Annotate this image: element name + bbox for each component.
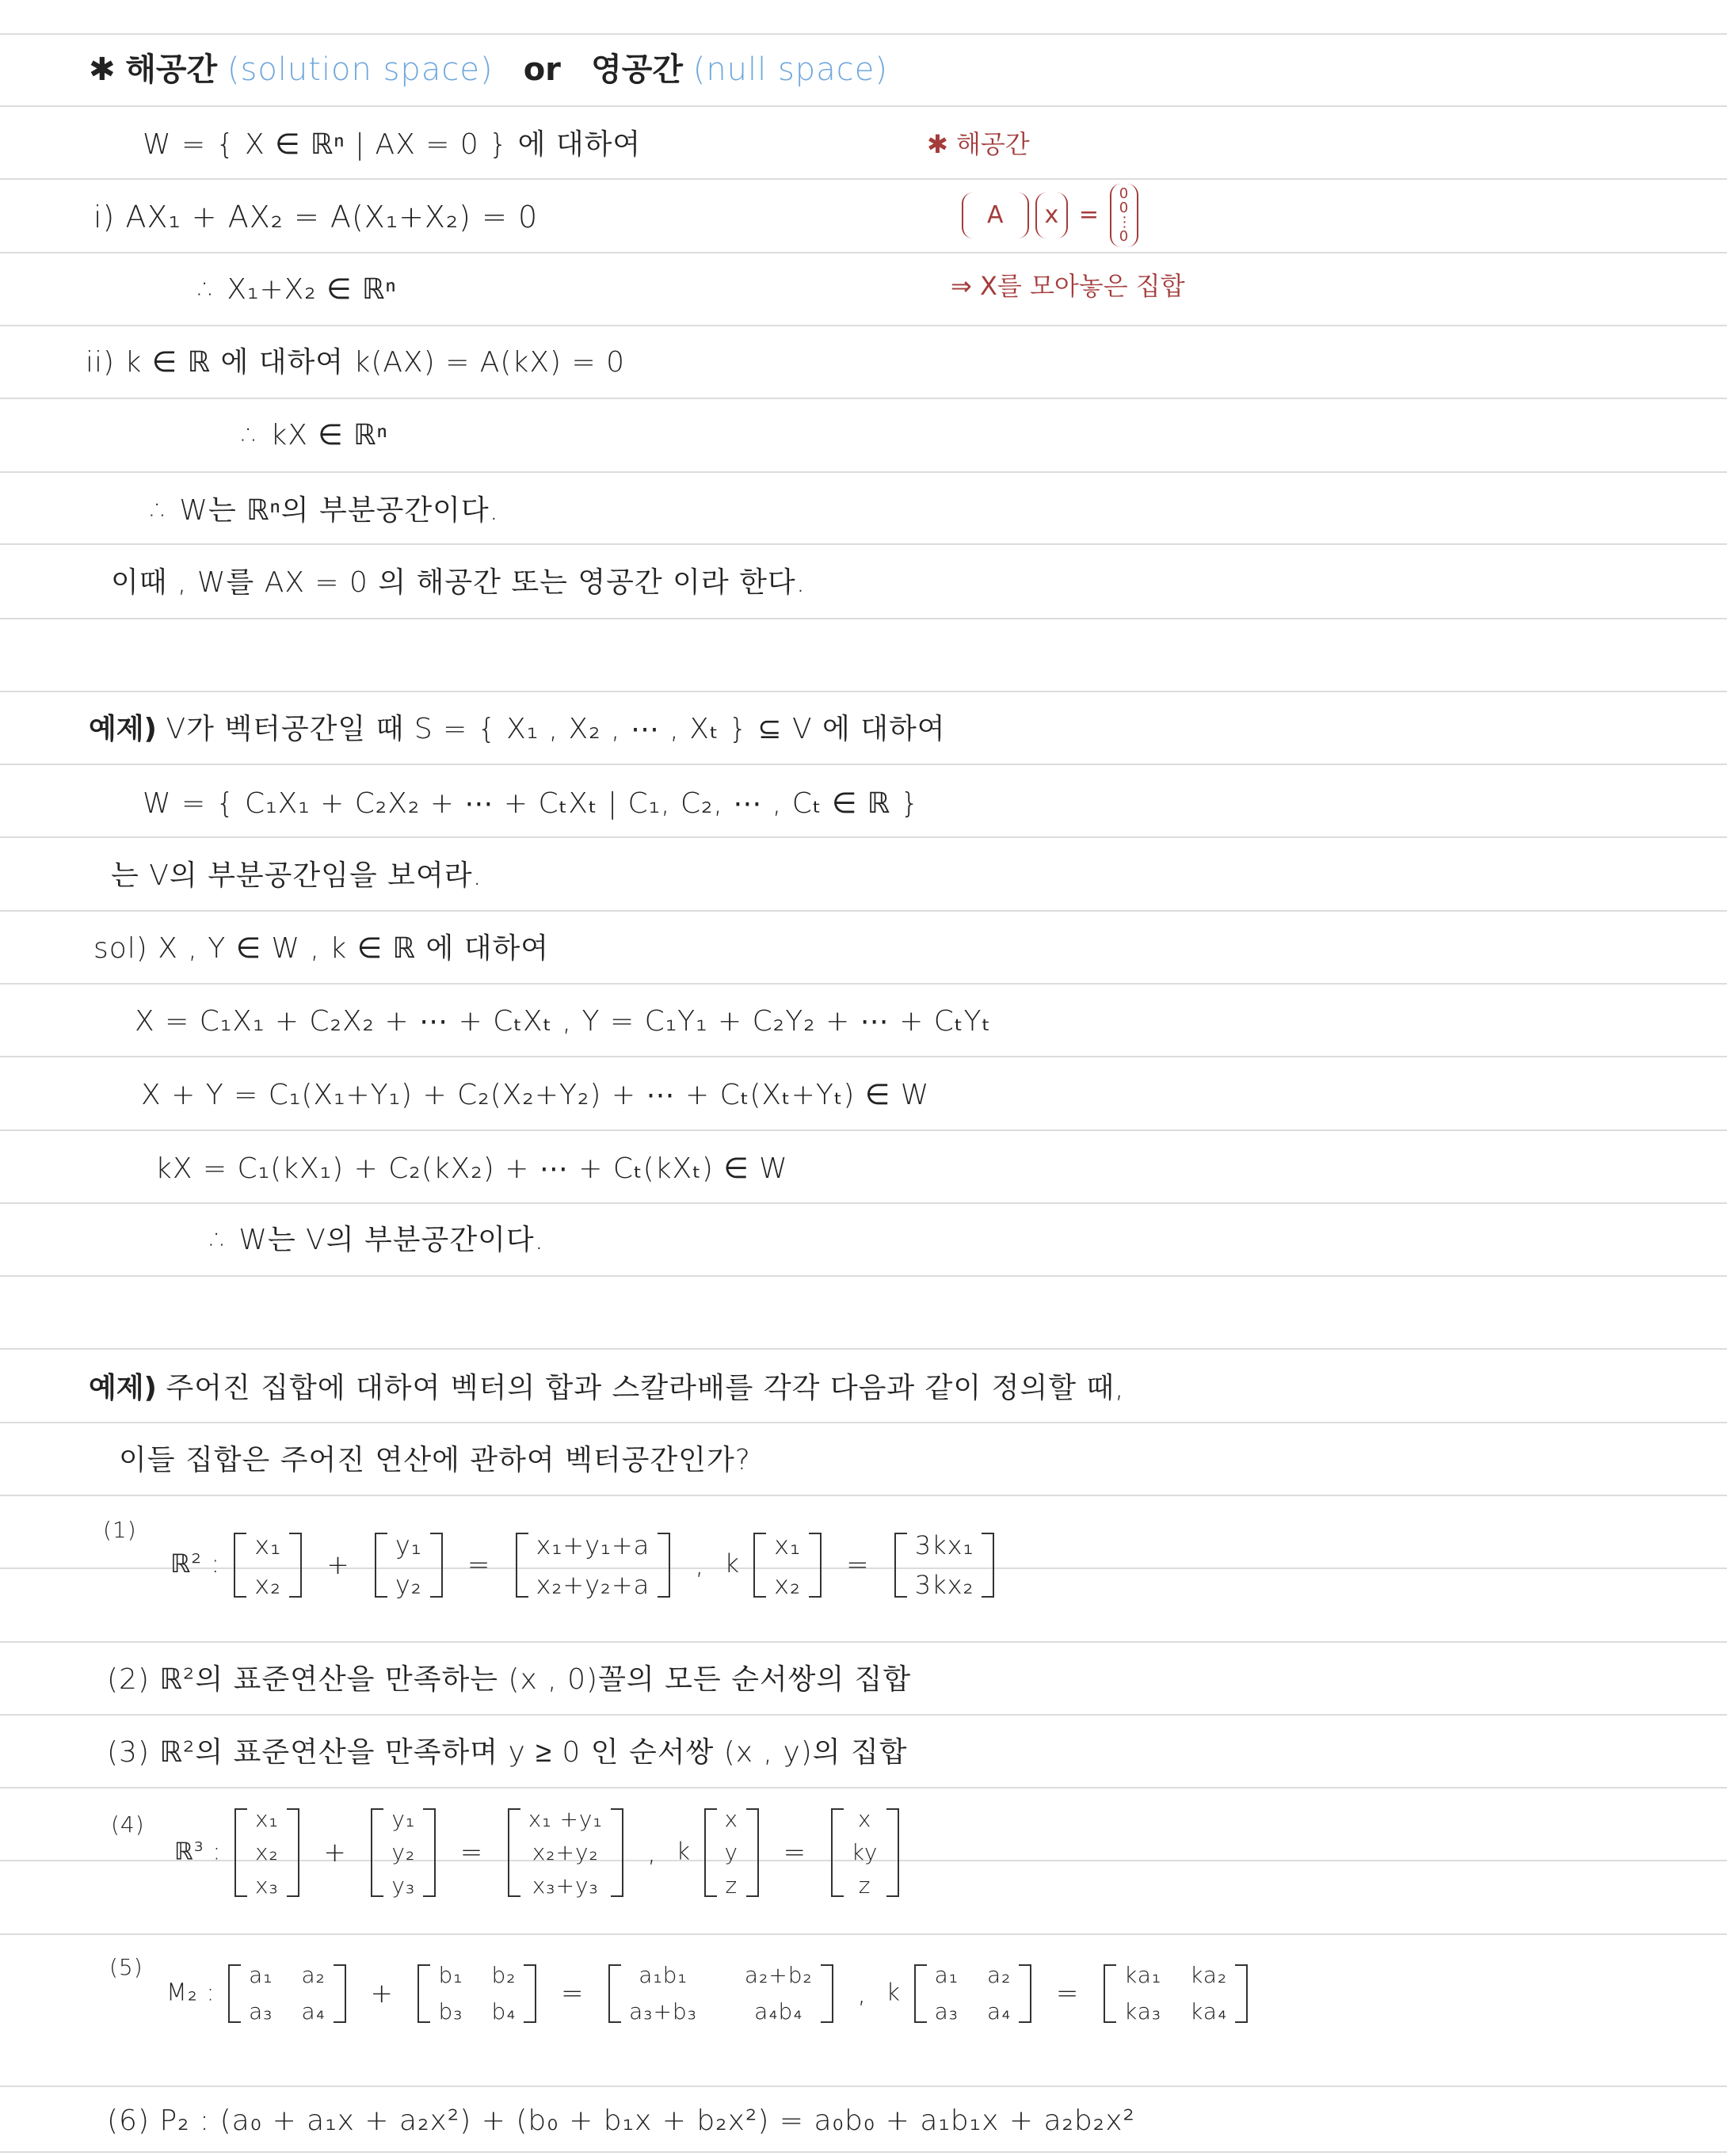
problem5-matrix-sum [608, 1964, 833, 2023]
solution-conclusion: ∴ W는 V의 부분공간이다. [210, 1224, 545, 1256]
matrix-cell: ka₃ [1123, 1998, 1162, 2025]
problem1-matrix-sum [516, 1530, 671, 1600]
solution-sum: X + Y = C₁(X₁+Y₁) + C₂(X₂+Y₂) + ⋯ + Cₜ(Xₜ+Yₜ) ∈ W [141, 1079, 930, 1111]
matrix-cell: ka₄ [1190, 1998, 1228, 2025]
side-note-arrow-text: ⇒ X를 모아놓은 집합 [951, 271, 1185, 301]
subspace-conclusion: ∴ W는 ℝⁿ의 부분공간이다. [151, 494, 500, 527]
matrix-cell: x₁ [774, 1530, 801, 1560]
matrix-cell: x₂+y₂ [532, 1839, 599, 1865]
matrix-cell: x₁+y₁+a [536, 1530, 650, 1560]
section-heading [89, 51, 888, 88]
problem4-matrix-sum [508, 1808, 623, 1897]
problem5-matrix-kx [914, 1964, 1032, 2023]
example1-statement: V가 벡터공간일 때 S = { X₁ , X₂ , ⋯ , Xₜ } ⊆ V 에 대하여 [166, 713, 946, 745]
def-line: W = { X ∈ ℝⁿ | AX = 0 } 에 대하여 [143, 128, 642, 161]
matrix-cell: x [857, 1806, 872, 1832]
problem5-matrix-b [417, 1964, 536, 2023]
problem1-matrix-y [375, 1530, 443, 1600]
matrix-cell: x₁ [254, 1530, 282, 1560]
problem5-set: M₂ : [166, 1979, 215, 2007]
matrix-cell: ka₁ [1123, 1962, 1162, 1988]
matrix-cell: a₄b₄ [754, 1998, 803, 2025]
proof-ii-conclusion: ∴ kX ∈ ℝⁿ [242, 419, 388, 451]
example1-set-w: W = { C₁X₁ + C₂X₂ + ⋯ + CₜXₜ | C₁, C₂, ⋯ , Cₜ ∈ ℝ } [143, 787, 920, 820]
star-icon: ✱ [89, 51, 116, 88]
matrix-cell: a₁ [249, 1962, 273, 1988]
problem4-matrix-kx [704, 1808, 760, 1897]
matrix-cell: a₄ [301, 1998, 326, 2025]
matrix-cell: a₂+b₂ [744, 1962, 813, 1988]
matrix-cell: y₂ [395, 1570, 422, 1600]
matrix-cell: a₄ [986, 1998, 1012, 2025]
matrix-cell: x [724, 1806, 739, 1832]
matrix-cell: a₁ [934, 1962, 959, 1988]
problem1-matrix-kresult [894, 1530, 995, 1600]
heading-en: (solution space) [227, 51, 494, 88]
problem3: (3) ℝ²의 표준연산을 만족하며 y ≥ 0 인 순서쌍 (x , y)의 집합 [107, 1736, 908, 1769]
side-note-zero-vector: 0 0 ⋮ 0 [1110, 184, 1138, 247]
matrix-cell: y [724, 1839, 739, 1865]
example1-question: 는 V의 부분공간임을 보여라. [111, 859, 482, 892]
problem2: (2) ℝ²의 표준연산을 만족하는 (x , 0)꼴의 모든 순서쌍의 집합 [107, 1663, 912, 1696]
matrix-cell: a₂ [301, 1962, 326, 1988]
matrix-cell: z [858, 1872, 871, 1899]
example2-statement: 주어진 집합에 대하여 벡터의 합과 스칼라배를 각각 다음과 같이 정의할 때, [166, 1372, 1125, 1404]
solution-start: sol) X , Y ∈ W , k ∈ ℝ 에 대하여 [93, 932, 550, 965]
problem5-number: (5) [109, 1954, 143, 1980]
matrix-cell: x₃+y₃ [532, 1872, 599, 1899]
problem1-matrix-kx [753, 1530, 822, 1600]
problem5-expression: M₂ : a₁ a₂ a₃ a₄ + b₁ b₂ b₃ b₄ = a₁b₁ a₂+b₂ a₃+b₃ a₄b₄ , k a₁ a₂ a₃ a₄ = ka₁ ka₂ ka₃ ka₄ [166, 1964, 1252, 2023]
matrix-cell: x₃ [254, 1872, 279, 1899]
problem4-matrix-y [371, 1808, 436, 1897]
matrix-cell: x₂ [254, 1839, 279, 1865]
matrix-cell: b₄ [491, 1998, 517, 2025]
side-note-title: ✱ 해공간 [927, 129, 1030, 159]
matrix-cell: a₃+b₃ [629, 1998, 697, 2025]
heading-or: or [523, 51, 561, 88]
matrix-cell: x₂+y₂+a [536, 1570, 650, 1600]
example2-label: 예제) [89, 1372, 158, 1404]
side-note-matrix-a: A [962, 192, 1029, 238]
problem1-expression: ℝ² : x₁ x₂ + y₁ y₂ = x₁+y₁+a x₂+y₂+a , k x₁ x₂ = 3kx₁ 3kx₂ [170, 1533, 999, 1598]
problem5-matrix-a [228, 1964, 346, 2023]
problem5-scalar: k [886, 1979, 902, 2007]
matrix-cell: ka₂ [1190, 1962, 1228, 1988]
matrix-cell: a₂ [986, 1962, 1012, 1988]
proof-ii: ii) k ∈ ℝ 에 대하여 k(AX) = A(kX) = 0 [86, 346, 625, 379]
matrix-cell: x₁ [254, 1806, 279, 1832]
side-note-vector-x: x [1035, 192, 1069, 238]
matrix-cell: y₂ [391, 1839, 416, 1865]
problem1-matrix-x [234, 1530, 302, 1600]
problem4-matrix-x [234, 1808, 299, 1897]
problem4-expression: ℝ³ : x₁ x₂ x₃ + y₁ y₂ y₃ = x₁ +y₁ x₂+y₂ x₃+y₃ , k x y z = x ky z [174, 1808, 904, 1897]
matrix-cell: z [725, 1872, 738, 1899]
matrix-cell: a₁b₁ [639, 1962, 688, 1988]
problem1-number: (1) [103, 1517, 137, 1543]
example1 [89, 715, 946, 744]
side-note-equation: A x = 0 0 ⋮ 0 [959, 184, 1142, 247]
example2 [89, 1374, 1125, 1403]
problem4-matrix-kresult [831, 1808, 899, 1897]
matrix-cell: b₁ [438, 1962, 463, 1988]
matrix-cell: a₃ [249, 1998, 273, 2025]
matrix-cell: x₂ [254, 1570, 282, 1600]
matrix-cell: y₁ [395, 1530, 422, 1560]
heading-ko2: 영공간 [591, 51, 683, 88]
problem4-set: ℝ³ : [174, 1838, 222, 1866]
matrix-cell: b₂ [491, 1962, 517, 1988]
example1-label: 예제) [89, 713, 158, 745]
matrix-cell: y₃ [391, 1872, 416, 1899]
problem4-scalar: k [676, 1838, 691, 1866]
heading-ko: 해공간 [125, 51, 218, 88]
problem6: (6) P₂ : (a₀ + a₁x + a₂x²) + (b₀ + b₁x + b₂x²) = a₀b₀ + a₁b₁x + a₂b₂x² [107, 2105, 1135, 2137]
problem1-set: ℝ² : [170, 1548, 221, 1579]
problem4-number: (4) [111, 1811, 145, 1838]
matrix-cell: a₃ [934, 1998, 959, 2025]
matrix-cell: ky [851, 1839, 879, 1865]
matrix-cell: y₁ [391, 1806, 416, 1832]
problem1-scalar: k [724, 1548, 740, 1579]
matrix-cell: x₂ [774, 1570, 801, 1600]
problem5-matrix-kresult [1104, 1964, 1248, 2023]
heading-en2: (null space) [692, 51, 888, 88]
matrix-cell: 3kx₂ [914, 1570, 974, 1600]
example2-question: 이들 집합은 주어진 연산에 관하여 벡터공간인가? [119, 1444, 751, 1476]
solution-scalar: kX = C₁(kX₁) + C₂(kX₂) + ⋯ + Cₜ(kXₜ) ∈ W [155, 1152, 788, 1185]
null-space-definition: 이때 , W를 AX = 0 의 해공간 또는 영공간 이라 한다. [111, 566, 806, 599]
proof-i: i) AX₁ + AX₂ = A(X₁+X₂) = 0 [93, 200, 539, 234]
matrix-cell: b₃ [438, 1998, 463, 2025]
matrix-cell: x₁ +y₁ [528, 1806, 603, 1832]
proof-i-conclusion: ∴ X₁+X₂ ∈ ℝⁿ [198, 273, 397, 306]
solution-xy-def: X = C₁X₁ + C₂X₂ + ⋯ + CₜXₜ , Y = C₁Y₁ + C₂Y₂ + ⋯ + CₜYₜ [135, 1005, 992, 1038]
matrix-cell: 3kx₁ [914, 1530, 974, 1560]
